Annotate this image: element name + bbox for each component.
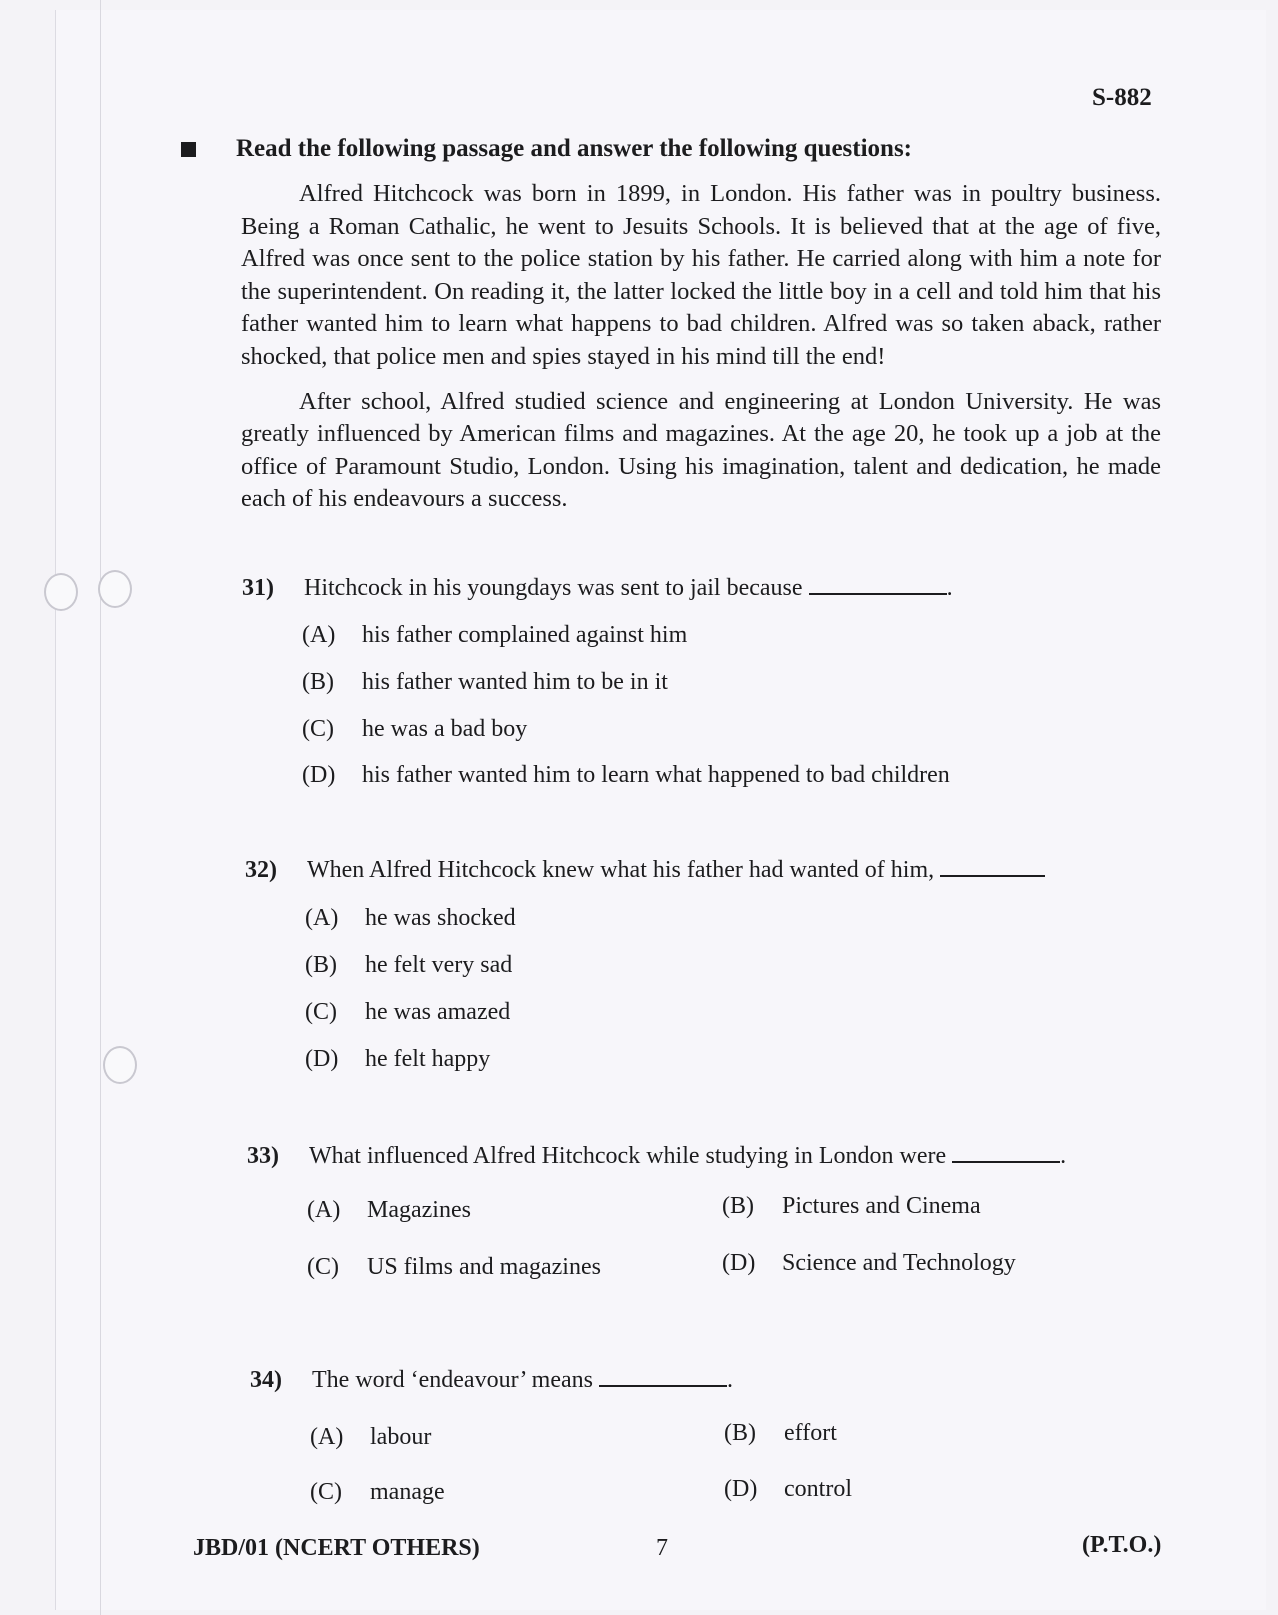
question-31	[242, 575, 953, 602]
reading-passage	[241, 178, 1161, 528]
question-end: .	[1060, 1143, 1067, 1169]
option-b: (B) his father wanted him to be in it	[302, 669, 668, 695]
paper-code: S-882	[1092, 84, 1152, 111]
question-text: When Alfred Hitchcock knew what his father had wanted of him,	[307, 857, 935, 883]
punch-hole-icon	[103, 1046, 137, 1084]
question-number: 31)	[242, 575, 274, 601]
answer-blank	[809, 575, 947, 595]
option-d: (D) Science and Technology	[722, 1250, 1016, 1276]
option-a: (A) Magazines	[307, 1197, 471, 1223]
question-number: 34)	[250, 1367, 282, 1393]
option-c: (C) manage	[310, 1479, 445, 1505]
question-32	[245, 857, 1045, 884]
option-c: (C) US films and magazines	[307, 1254, 601, 1280]
instruction-text: Read the following passage and answer the following questions:	[236, 135, 913, 162]
question-text: What influenced Alfred Hitchcock while studying in London were	[309, 1143, 947, 1169]
footer-paper-code: JBD/01 (NCERT OTHERS)	[193, 1535, 480, 1561]
option-b: (B) he felt very sad	[305, 952, 513, 978]
question-34	[250, 1367, 733, 1394]
option-c: (C) he was amazed	[305, 999, 511, 1025]
option-b: (B) effort	[724, 1420, 837, 1446]
question-number: 33)	[247, 1143, 279, 1169]
punch-hole-icon	[44, 573, 78, 611]
option-c: (C) he was a bad boy	[302, 716, 528, 742]
answer-blank	[952, 1143, 1060, 1163]
option-d: (D) his father wanted him to learn what happened to bad children	[302, 762, 950, 788]
passage-paragraph: Alfred Hitchcock was born in 1899, in London. His father was in poultry business. Being a Roman Cathalic, he went to Jesuits Schools. It is believed that at the age of five, Alfred was once sent to the police station by his father. He carried along with him a note for the superintendent. On reading it, the latter locked the little boy in a cell and told him that his father wanted him to learn what happens to bad children. Alfred was so taken aback, rather shocked, that police men and spies stayed in his mind till the end!	[241, 180, 1161, 370]
answer-blank	[940, 857, 1045, 877]
option-a: (A) his father complained against him	[302, 622, 688, 648]
option-b: (B) Pictures and Cinema	[722, 1193, 981, 1219]
instruction-heading	[181, 135, 912, 163]
option-d: (D) control	[724, 1476, 852, 1502]
question-33	[247, 1143, 1066, 1170]
question-text: The word ‘endeavour’ means	[312, 1367, 593, 1393]
question-text: Hitchcock in his youngdays was sent to jail because	[304, 575, 803, 601]
square-bullet-icon	[181, 142, 196, 157]
punch-hole-icon	[98, 570, 132, 608]
option-d: (D) he felt happy	[305, 1046, 491, 1072]
question-end: .	[727, 1367, 733, 1393]
option-a: (A) labour	[310, 1424, 432, 1450]
option-a: (A) he was shocked	[305, 905, 516, 931]
question-number: 32)	[245, 857, 277, 883]
page-number: 7	[656, 1535, 668, 1561]
pto-label: (P.T.O.)	[1082, 1532, 1162, 1558]
margin-line	[100, 0, 101, 1615]
answer-blank	[599, 1367, 727, 1387]
passage-paragraph: After school, Alfred studied science and engineering at London University. He was greatly influenced by American films and magazines. At the age 20, he took up a job at the office of Paramount Studio, London. Using his imagination, talent and dedication, he made each of his endeavours a success.	[241, 387, 1161, 513]
question-end: .	[946, 575, 953, 601]
